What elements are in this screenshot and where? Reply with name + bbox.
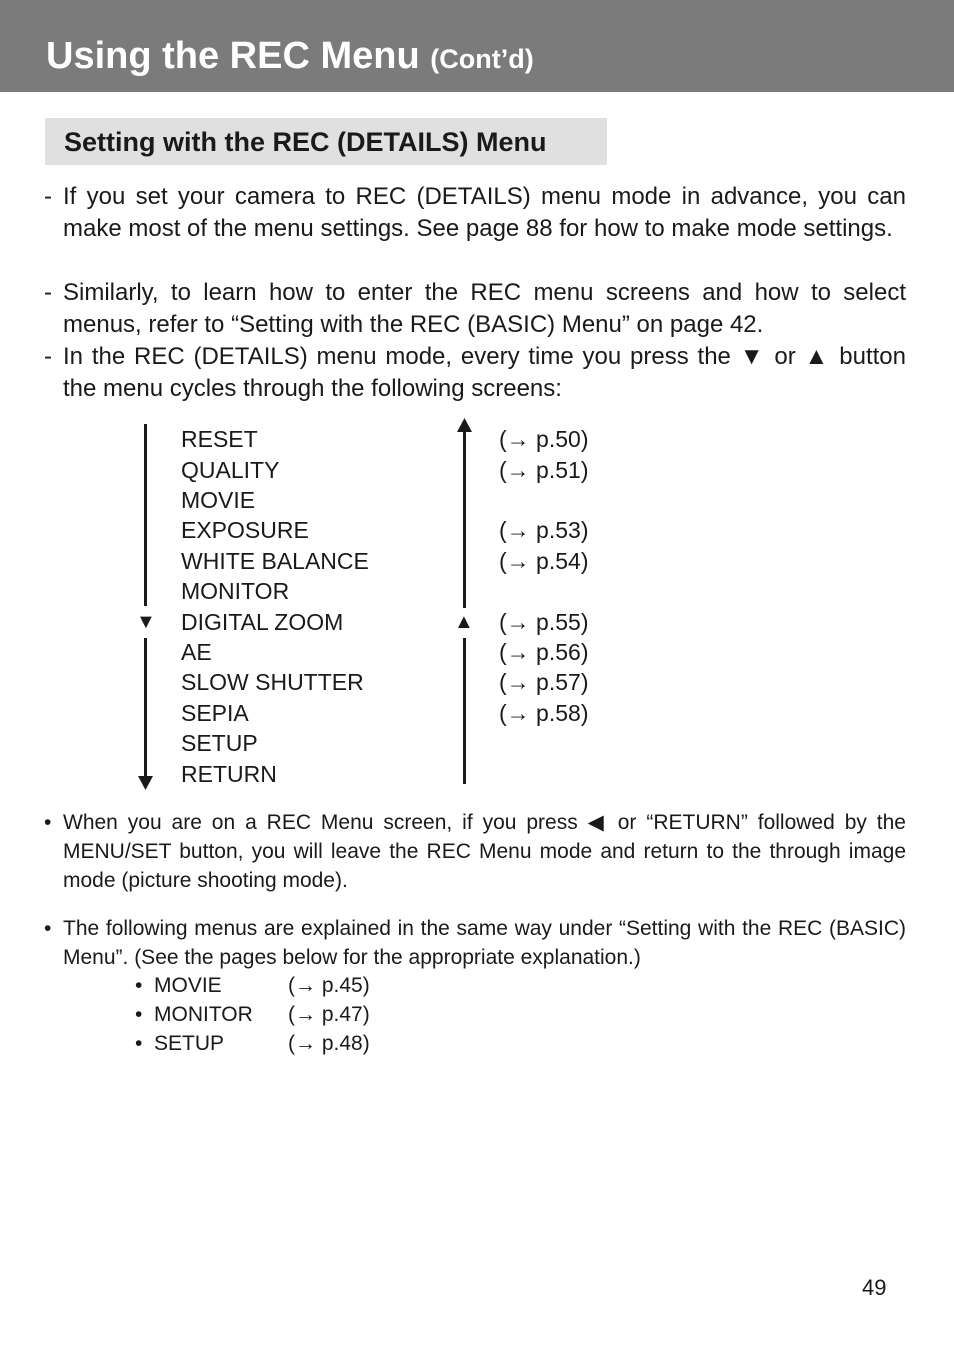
basic-ref-setup-page: (→ p.48) (288, 1032, 370, 1055)
menu-item-slow-shutter: SLOW SHUTTER (181, 669, 364, 695)
page-number: 49 (862, 1275, 887, 1300)
menu-item-return: RETURN (181, 761, 277, 787)
menu-item-sepia: SEPIA (181, 700, 249, 726)
menu-item-setup: SETUP (181, 730, 258, 756)
bullet-marker: • (44, 811, 52, 834)
menu-item-sepia-ref: (→ p.58) (499, 700, 589, 726)
note-1 (44, 808, 906, 895)
menu-item-quality: QUALITY (181, 457, 280, 483)
menu-item-digital-zoom: DIGITAL ZOOM (181, 609, 344, 635)
down-triangle-icon: ▼ (136, 611, 156, 633)
down-line-lower (144, 638, 147, 780)
section-heading-box (45, 118, 607, 165)
menu-item-ae: AE (181, 639, 212, 665)
down-arrowhead-icon (138, 776, 153, 790)
basic-ref-bullet: • (135, 1032, 143, 1055)
menu-item-digital-zoom-ref: (→ p.55) (499, 609, 589, 635)
note-2 (44, 914, 906, 972)
basic-ref-setup: SETUP (154, 1032, 225, 1055)
basic-ref-movie: MOVIE (154, 974, 222, 997)
basic-ref-bullet: • (135, 974, 143, 997)
menu-item-ae-ref: (→ p.56) (499, 639, 589, 665)
paragraph-text: Similarly, to learn how to enter the REC menu screens and how to select menus, refer to “Setting with the REC (BASIC) Menu” on page 42. (63, 279, 906, 338)
paragraph-text: If you set your camera to REC (DETAILS) menu mode in advance, you can make most of the menu settings. See page 88 for how to make mode settings. (63, 183, 906, 242)
down-line-upper (144, 424, 147, 606)
dash-marker: - (44, 343, 52, 370)
paragraph-1 (44, 181, 906, 245)
basic-ref-bullet: • (135, 1003, 143, 1026)
page-header (0, 0, 954, 92)
note-text: When you are on a REC Menu screen, if you press ◀ or “RETURN” followed by the MENU/SET button, you will leave the REC Menu mode and return to the through image mode (picture shooting mode). (63, 811, 906, 892)
page-title-continued: (Cont’d) (430, 44, 534, 74)
page-title (46, 33, 534, 82)
page-title-main: Using the REC Menu (46, 35, 420, 77)
menu-item-reset-ref: (→ p.50) (499, 426, 589, 452)
note-text: The following menus are explained in the same way under “Setting with the REC (BASIC) Menu”. (See the pages below for the appropriate explanation.) (63, 917, 906, 969)
paragraph-2 (44, 277, 906, 341)
menu-item-white-balance-ref: (→ p.54) (499, 548, 589, 574)
section-title: Setting with the REC (DETAILS) Menu (64, 127, 547, 157)
basic-ref-monitor-page: (→ p.47) (288, 1003, 370, 1026)
menu-item-white-balance: WHITE BALANCE (181, 548, 369, 574)
bullet-marker: • (44, 917, 52, 940)
basic-ref-monitor: MONITOR (154, 1003, 253, 1026)
menu-item-monitor: MONITOR (181, 578, 290, 604)
dash-marker: - (44, 279, 52, 306)
menu-item-slow-shutter-ref: (→ p.57) (499, 669, 589, 695)
menu-item-quality-ref: (→ p.51) (499, 457, 589, 483)
menu-item-movie: MOVIE (181, 487, 256, 513)
basic-ref-movie-page: (→ p.45) (288, 974, 370, 997)
menu-item-reset: RESET (181, 426, 258, 452)
paragraph-text: In the REC (DETAILS) menu mode, every time you press the ▼ or ▲ button the menu cycles through the following screens: (63, 343, 906, 402)
menu-item-exposure: EXPOSURE (181, 517, 309, 543)
up-line-upper (463, 430, 466, 608)
up-line-lower (463, 638, 466, 784)
up-triangle-icon: ▲ (454, 611, 474, 633)
paragraph-3 (44, 341, 906, 405)
dash-marker: - (44, 183, 52, 210)
menu-item-exposure-ref: (→ p.53) (499, 517, 589, 543)
